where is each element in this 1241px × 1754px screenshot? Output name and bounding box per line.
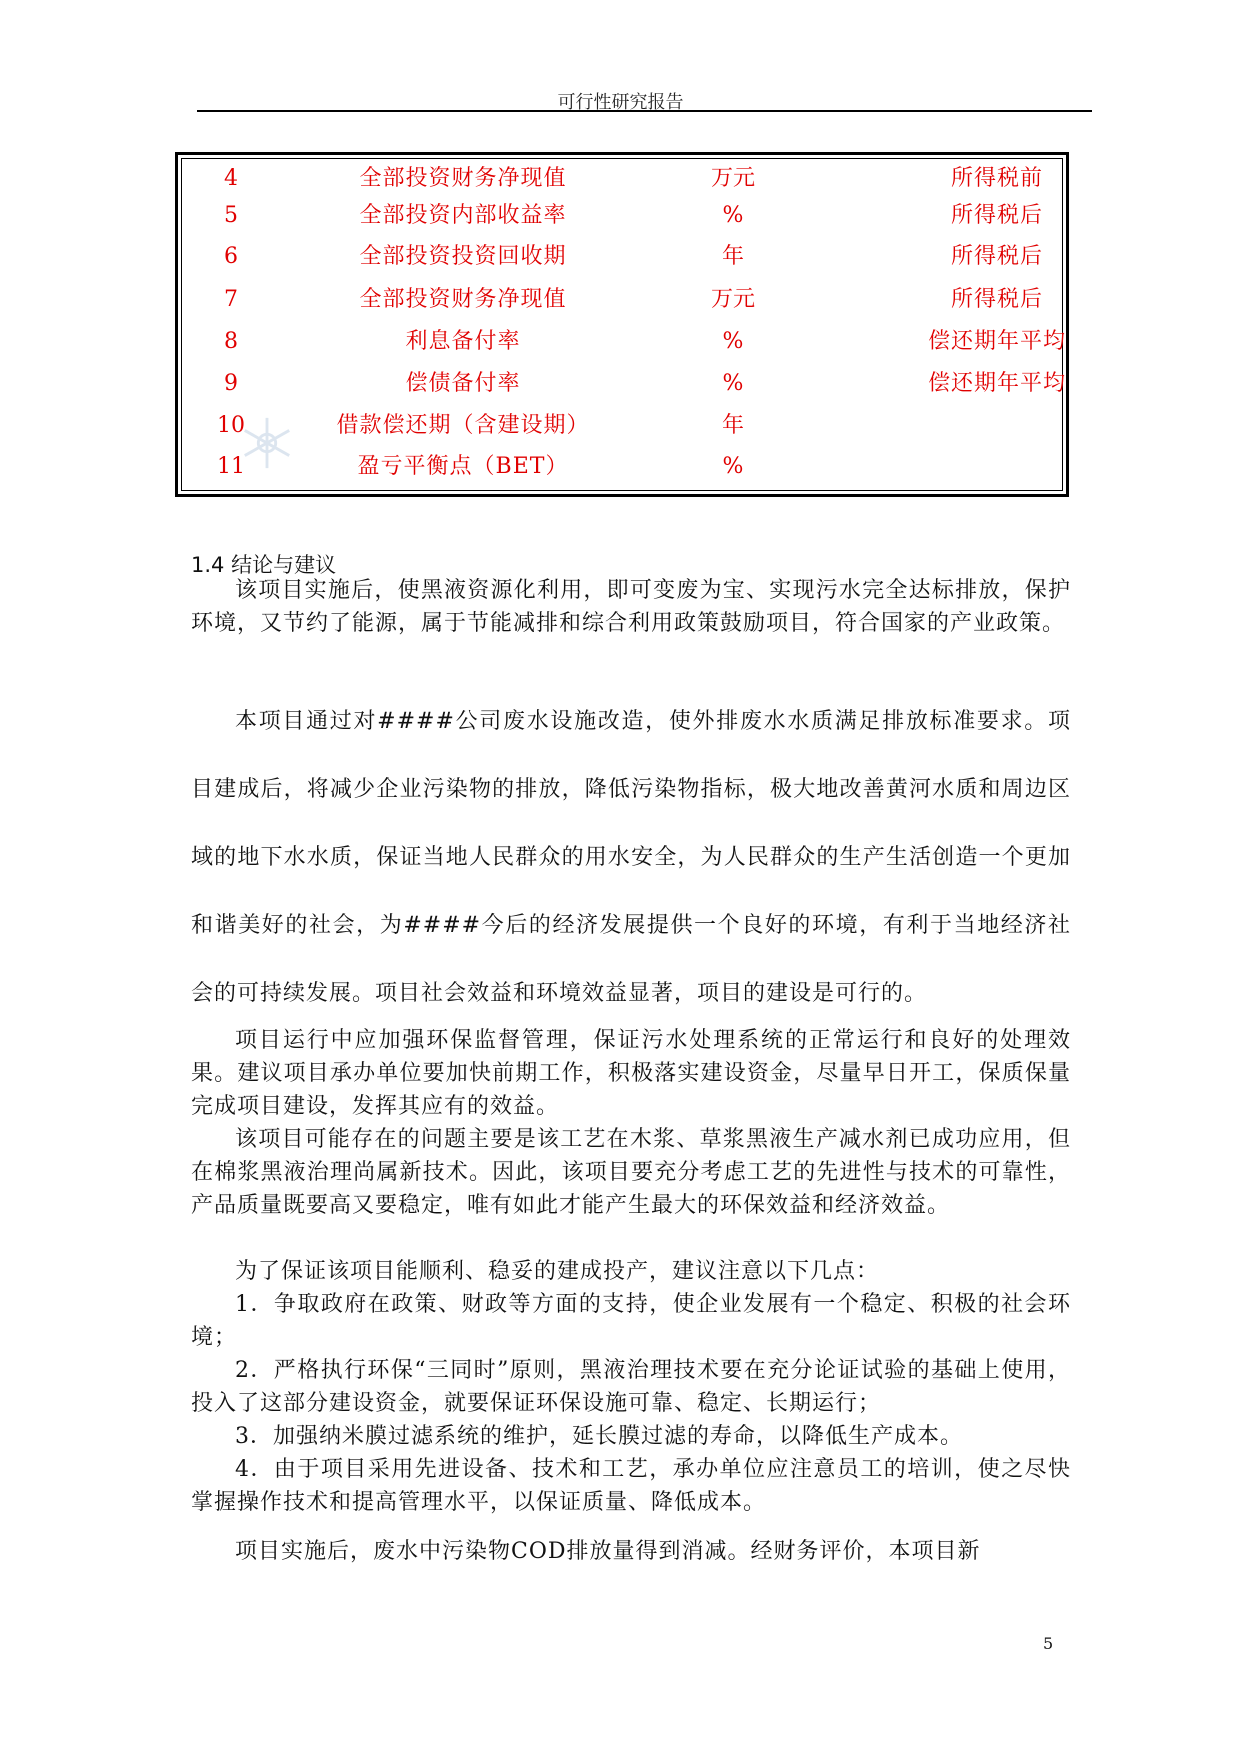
table-row (182, 280, 1062, 320)
row-note: 所得税后 (950, 287, 1043, 312)
paragraph: 为了保证该项目能顺利、稳妥的建成投产，建议注意以下几点： (235, 1259, 880, 1284)
paragraph: 本项目通过对####公司废水设施改造，使外排废水水质满足排放标准要求。项目建成后，将减少企业污染物的排放，降低污染物指标，极大地改善黄河水质和周边区域的地下水水质，保证当地人民群众的用水安全，为人民群众的生产生活创造一个更加和谐美好的社会，为####今后的经济发展提供一个良好的环境，有利于当地经济社会的可持续发展。项目社会效益和环境效益显著，项目的建设是可行的。 (191, 709, 1071, 1006)
row-number: 10 (217, 413, 245, 438)
row-note: 偿还期年平均 (927, 329, 1066, 354)
table-row (182, 322, 1066, 362)
indicator-table-inner (181, 158, 1066, 491)
list-item: 3．加强纳米膜过滤系统的维护，延长膜过滤的寿命，以降低生产成本。 (235, 1424, 963, 1449)
row-number: 6 (224, 244, 238, 269)
header-rule (197, 110, 1092, 112)
page-number: 5 (1043, 1634, 1054, 1653)
row-indicator: 全部投资财务净现值 (359, 287, 567, 312)
row-indicator: 利息备付率 (405, 329, 521, 354)
snowflake-watermark-icon (238, 414, 296, 472)
paragraph: 项目实施后，废水中污染物COD排放量得到消减。经财务评价，本项目新 (235, 1539, 981, 1564)
row-unit: 年 (721, 413, 744, 438)
paragraph: 项目运行中应加强环保监督管理，保证污水处理系统的正常运行和良好的处理效果。建议项目承办单位要加快前期工作，积极落实建设资金，尽量早日开工，保质保量完成项目建设，发挥其应有的效益。 (191, 1028, 1071, 1119)
row-unit: % (722, 371, 744, 396)
row-unit: % (722, 329, 744, 354)
row-indicator: 全部投资内部收益率 (359, 203, 567, 228)
row-note: 偿还期年平均 (927, 371, 1066, 396)
row-number: 7 (224, 287, 238, 312)
row-number: 11 (217, 454, 245, 479)
row-unit: % (722, 203, 744, 228)
list-item: 4．由于项目采用先进设备、技术和工艺，承办单位应注意员工的培训，使之尽快掌握操作技术和提高管理水平，以保证质量、降低成本。 (191, 1457, 1071, 1515)
row-indicator: 盈亏平衡点（BET） (357, 454, 569, 479)
row-unit: 万元 (710, 287, 755, 312)
row-unit: 万元 (710, 166, 755, 191)
row-note: 所得税前 (950, 166, 1043, 191)
row-unit: 年 (721, 244, 744, 269)
table-row (182, 406, 1062, 446)
row-indicator: 全部投资投资回收期 (359, 244, 567, 269)
row-unit: % (722, 454, 744, 479)
row-number: 5 (224, 203, 238, 228)
row-number: 4 (224, 166, 238, 191)
list-item: 1．争取政府在政策、财政等方面的支持，使企业发展有一个稳定、积极的社会环境； (191, 1292, 1071, 1350)
table-row (182, 364, 1066, 404)
table-row (182, 237, 1062, 277)
row-indicator: 偿债备付率 (405, 371, 521, 396)
table-row (182, 447, 1062, 487)
row-indicator: 借款偿还期（含建设期） (336, 413, 590, 438)
row-note (872, 406, 1122, 446)
row-note: 所得税后 (950, 203, 1043, 228)
row-number: 8 (224, 329, 238, 354)
table-row (182, 159, 1062, 199)
running-header: 可行性研究报告 (557, 92, 684, 113)
table-row (182, 196, 1062, 236)
indicator-table (175, 152, 1069, 497)
paragraph: 该项目实施后，使黑液资源化利用，即可变废为宝、实现污水完全达标排放，保护环境，又节约了能源，属于节能减排和综合利用政策鼓励项目，符合国家的产业政策。 (191, 578, 1071, 636)
row-note: 所得税后 (950, 244, 1043, 269)
row-note (872, 447, 1122, 487)
section-title: 1.4 结论与建议 (191, 553, 337, 577)
row-number: 9 (224, 371, 238, 396)
list-item: 2．严格执行环保“三同时”原则，黑液治理技术要在充分论证试验的基础上使用，投入了这部分建设资金，就要保证环保设施可靠、稳定、长期运行； (191, 1358, 1071, 1416)
paragraph: 该项目可能存在的问题主要是该工艺在木浆、草浆黑液生产减水剂已成功应用，但在棉浆黑液治理尚属新技术。因此，该项目要充分考虑工艺的先进性与技术的可靠性，产品质量既要高又要稳定，唯有如此才能产生最大的环保效益和经济效益。 (191, 1127, 1071, 1218)
row-indicator: 全部投资财务净现值 (359, 166, 567, 191)
